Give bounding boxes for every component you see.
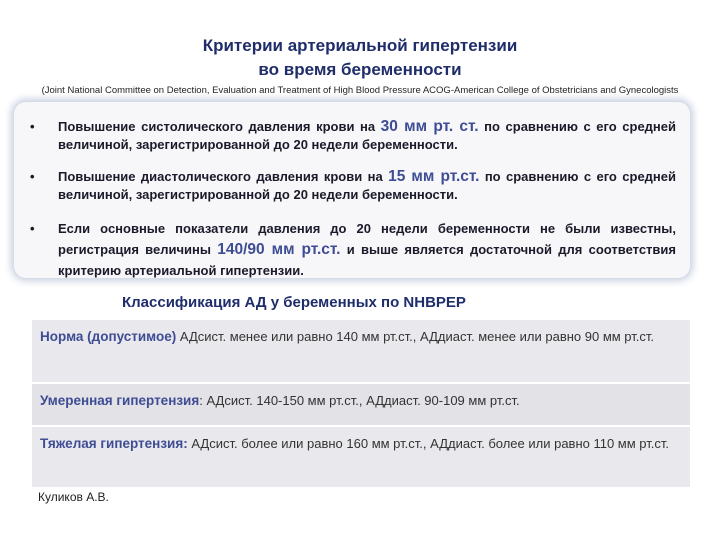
class-name: Норма (допустимое) <box>40 329 177 344</box>
title-line-2: во время беременности <box>258 60 462 79</box>
class-description: АДсист. более или равно 160 мм рт.ст., АДдиаст. более или равно 110 мм рт.ст. <box>187 436 669 451</box>
criterion-text: Если основные показатели давления до 20 недели беременности не были известны, регистрация величины <box>58 221 676 257</box>
class-description: АДсист. менее или равно 140 мм рт.ст., АДдиаст. менее или равно 90 мм рт.ст. <box>176 329 654 344</box>
title-line-1: Критерии артериальной гипертензии <box>202 36 518 55</box>
classification-table <box>32 320 690 489</box>
criterion-text: Повышение диастолического давления крови на <box>58 169 389 184</box>
criteria-list <box>14 102 690 281</box>
bullet-icon: • <box>30 169 35 184</box>
table-row <box>32 383 690 426</box>
class-description: : АДсист. 140-150 мм рт.ст., АДдиаст. 90-109 мм рт.ст. <box>199 393 520 408</box>
criterion-text-end: по сравнению с его средней величиной, зарегистрированной до 20 недели беременности. <box>58 169 677 202</box>
classification-title: Классификация АД у беременных по NHBPEP <box>122 294 466 311</box>
table-row <box>32 426 690 488</box>
criterion-highlight: 140/90 мм рт.ст. <box>217 241 341 258</box>
criterion-systolic <box>28 118 676 154</box>
source-note: (Joint National Committee on Detection, Evaluation and Treatment of High Blood Pressure ACOG-American College of Obstetricians and Gynecologists <box>41 85 679 96</box>
criterion-highlight: 15 мм рт.ст. <box>388 168 480 185</box>
criterion-highlight: 30 мм рт. ст. <box>380 118 479 135</box>
author: Куликов А.В. <box>38 490 109 504</box>
bullet-icon: • <box>30 221 35 236</box>
criteria-box <box>14 102 690 278</box>
table-cell <box>32 383 690 426</box>
criterion-text-end: по сравнению с его средней величиной, зарегистрированной до 20 недели беременности. <box>58 119 677 152</box>
table-cell <box>32 426 690 488</box>
table-row <box>32 320 690 383</box>
bullet-icon: • <box>30 119 35 134</box>
criterion-threshold <box>28 218 676 281</box>
class-name: Тяжелая гипертензия: <box>40 436 188 451</box>
table-cell <box>32 320 690 383</box>
class-name: Умеренная гипертензия <box>40 393 200 408</box>
criterion-diastolic <box>28 168 676 204</box>
criterion-text-end: и выше является достаточной для соответствия критерию артериальной гипертензии. <box>58 242 676 278</box>
criterion-text: Повышение систолического давления крови на <box>58 119 381 134</box>
page-title <box>0 34 720 82</box>
